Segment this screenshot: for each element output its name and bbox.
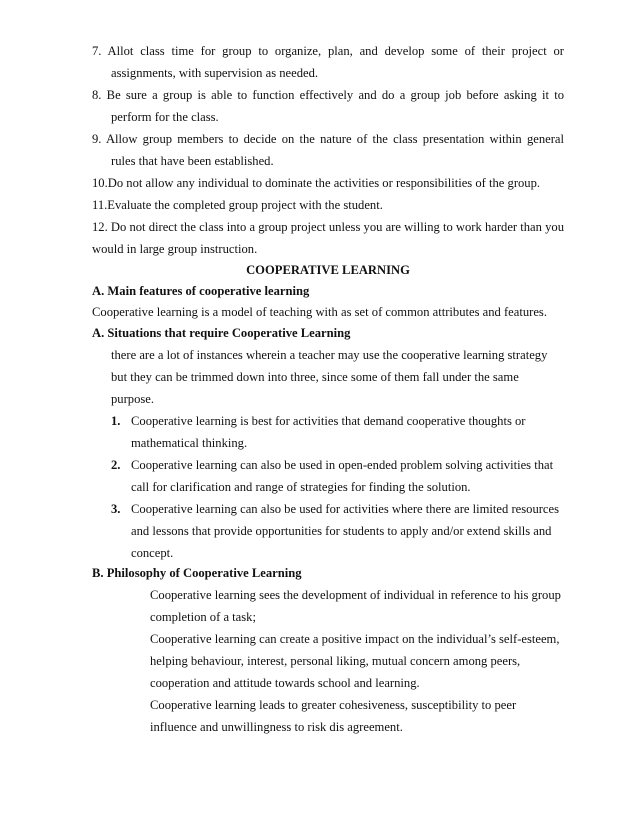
item-12-line-2: would in large group instruction. [92, 242, 258, 256]
item-7-line-2: assignments, with supervision as needed. [111, 66, 319, 80]
situation-1-line-1: Cooperative learning is best for activities that demand cooperative thoughts or [131, 414, 526, 428]
philosophy-line-4: helping behaviour, interest, personal liking, mutual concern among peers, [150, 654, 521, 668]
philosophy-line-7: influence and unwillingness to risk dis agreement. [150, 720, 403, 734]
situation-2-number: 2. [111, 458, 121, 472]
situation-2-line-1: Cooperative learning can also be used in open-ended problem solving activities that [131, 458, 554, 472]
main-features-heading: A. Main features of cooperative learning [92, 284, 310, 298]
item-8-line-1: 8. Be sure a group is able to function effectively and do a group job before asking it to [92, 88, 564, 102]
situation-1-number: 1. [111, 414, 121, 428]
situation-3-line-3: concept. [131, 546, 174, 560]
philosophy-line-2: completion of a task; [150, 610, 256, 624]
situations-intro-line-3: purpose. [111, 392, 155, 406]
philosophy-line-5: cooperation and attitude towards school and learning. [150, 676, 420, 690]
item-9-line-1: 9. Allow group members to decide on the nature of the class presentation within general [92, 132, 564, 146]
item-9-line-2: rules that have been established. [111, 154, 274, 168]
situations-intro-line-1: there are a lot of instances wherein a teacher may use the cooperative learning strategy [111, 348, 548, 362]
philosophy-line-3: Cooperative learning can create a positive impact on the individual’s self-esteem, [150, 632, 560, 646]
main-features-text: Cooperative learning is a model of teaching with as set of common attributes and features. [92, 305, 547, 319]
situation-3-number: 3. [111, 502, 121, 516]
item-8-line-2: perform for the class. [111, 110, 219, 124]
philosophy-line-1: Cooperative learning sees the development of individual in reference to his group [150, 588, 561, 602]
item-11: 11.Evaluate the completed group project with the student. [92, 198, 383, 212]
item-10: 10.Do not allow any individual to dominate the activities or responsibilities of the group. [92, 176, 541, 190]
philosophy-heading: B. Philosophy of Cooperative Learning [92, 566, 302, 580]
situation-3-line-2: and lessons that provide opportunities for students to apply and/or extend skills and [131, 524, 552, 538]
item-12-line-1: 12. Do not direct the class into a group project unless you are willing to work harder than you [92, 220, 564, 234]
situations-intro-line-2: but they can be trimmed down into three, since some of them fall under the same [111, 370, 519, 384]
situation-3-line-1: Cooperative learning can also be used for activities where there are limited resources [131, 502, 560, 516]
section-title: COOPERATIVE LEARNING [246, 263, 410, 277]
situations-heading: A. Situations that require Cooperative Learning [92, 326, 351, 340]
situation-1-line-2: mathematical thinking. [131, 436, 248, 450]
item-7-line-1: 7. Allot class time for group to organize, plan, and develop some of their project or [92, 44, 564, 58]
philosophy-line-6: Cooperative learning leads to greater cohesiveness, susceptibility to peer [150, 698, 517, 712]
situation-2-line-2: call for clarification and range of strategies for finding the solution. [131, 480, 471, 494]
